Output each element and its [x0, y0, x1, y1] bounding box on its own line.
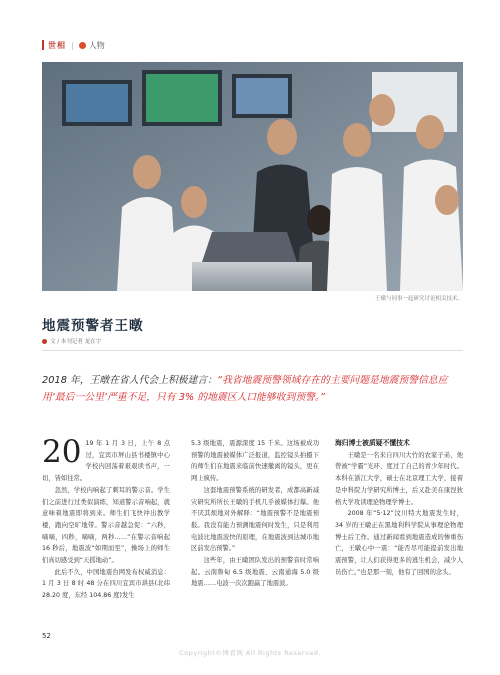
section-name: 世相: [48, 40, 66, 50]
paragraph: 王暾是一名来自四川大竹的农家子弟，他曾被“学霸”光环、度过了自己的青少年时代。本科在浙江大学，硕士在北京理工大学，接着是中科院力学研究所博士，后又赴美在康涅狄格大学攻读理论物理学博士。: [335, 451, 463, 506]
body-column-3: [335, 438, 463, 578]
paragraph: 这套地震预警系统的研发者，成都高新减灾研究所所长王暾的手机几乎被媒体打爆。他不厌其烦地对外解释：“地震预警不是地震预报。我没有能力预测地震何时发生，只是利用电波比地震波快的原理，在地震波到达城市地区前发出预警。”: [191, 486, 319, 553]
byline-text: 文 / 本刊记者 龙在宇: [50, 339, 102, 345]
photo-caption: 王暾与同事一起研究讨论相关技术。: [374, 296, 463, 302]
section-subheading: 海归博士被质疑不懂技术: [335, 439, 410, 447]
body-column-2: [191, 438, 319, 590]
header-divider: |: [71, 40, 74, 50]
copyright-watermark: Copyright©博看网 All Rights Reserved.: [179, 649, 321, 657]
body-column-1: [42, 434, 170, 602]
category-name: 人物: [88, 40, 105, 50]
pull-quote-highlight: “我省地震预警领域存在的主要问题是地震预警信息应用‘最后一公里’严重不足，只有 3% 的地震区人口能够收到预警。”: [42, 375, 448, 403]
title-divider: [42, 350, 463, 351]
paragraph: 此后不久，中国地震台网发布权威消息：1 月 3 日 8 时 48 分在四川宜宾市珙县(北纬 28.20 度，东经 104.86 度)发生: [42, 568, 170, 600]
paragraph: [42, 434, 170, 485]
paragraph-text: 19 年 1 月 3 日，上午 8 点过，宜宾市屏山县书楼镇中心学校内回荡着艰艰读书声，一切，皆如往常。: [42, 440, 170, 483]
paragraph: 5.3 级地震，震源深度 15 千米。这场被成功预警的地震被媒体广泛报道，监控镜头拍摄下的师生们在地震来临前快速撤离的镜头，更在网上疯传。: [191, 440, 319, 483]
pull-quote-lead: 2018 年，王暾在省人代会上积极建言：: [42, 375, 217, 386]
lab-scene-illustration: [42, 62, 463, 291]
paragraph: 这些年，由王暾团队发出的预警音时常响起。云南鲁甸 6.5 级地震、云南通海 5.0 级地震……电波一次次跑赢了地震波。: [191, 557, 319, 588]
pull-quote: [42, 372, 463, 406]
article-title: 地震预警者王暾: [42, 318, 144, 334]
byline: [42, 337, 101, 345]
drop-cap: 20: [42, 434, 82, 470]
section-header: [42, 38, 105, 52]
byline-dot-icon: [42, 339, 47, 344]
lead-photo: [42, 62, 463, 291]
page-number: 52: [42, 632, 51, 640]
paragraph: 忽然，学校内响起了刺耳的警示音。学生们之前进行过类似演练，知道警示音响起，就意味着地震即将到来。师生们飞快冲出教学楼，跑向空旷地带。警示音越急促：“六秒，嘀嘀，四秒，嘀嘀，两秒……”在警示音响起 16 秒后，地震波“如期而至”，操场上的师生们真切感受到“天摇地动”。: [42, 486, 170, 565]
category-dot-icon: [79, 42, 86, 49]
paragraph: 2008 年“5·12”汶川特大地震发生时，34 岁的王暾正在黑地利科学院从事理论物理博士后工作。通过新闻看到地震造成的惨重伤亡，王暾心中一震：“能否尽可能提前发出地震预警，让人们获得更多的逃生机会，减少人员伤亡。”也是那一刻，他有了回国的念头。: [335, 510, 463, 576]
section-marker: [42, 40, 44, 50]
